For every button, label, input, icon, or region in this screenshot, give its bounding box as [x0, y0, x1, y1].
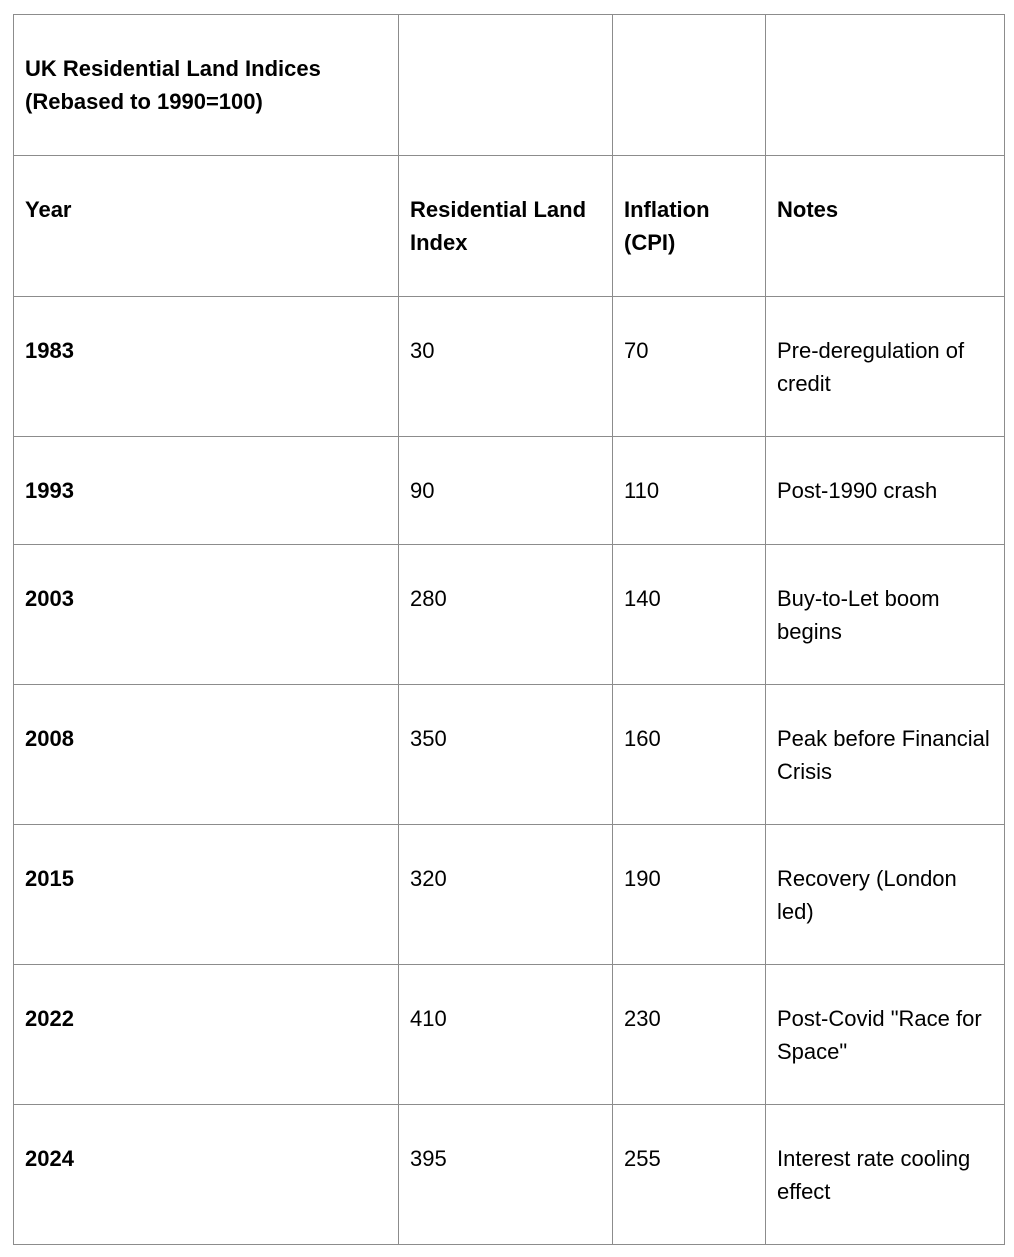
empty-cell [766, 15, 1005, 156]
inflation-cell: 255 [613, 1105, 766, 1245]
land-indices-table [13, 14, 1005, 1245]
table-row [14, 685, 1005, 825]
notes-cell: Buy-to-Let boom begins [766, 545, 1005, 685]
inflation-cell: 70 [613, 297, 766, 437]
header-land-index: Residential Land Index [399, 156, 613, 297]
empty-cell [613, 15, 766, 156]
year-cell: 1993 [14, 437, 399, 545]
notes-cell: Peak before Financial Crisis [766, 685, 1005, 825]
inflation-cell: 230 [613, 965, 766, 1105]
year-cell: 2015 [14, 825, 399, 965]
header-year: Year [14, 156, 399, 297]
table-title: UK Residential Land Indices (Rebased to 1990=100) [14, 15, 399, 156]
table-row [14, 297, 1005, 437]
notes-cell: Post-1990 crash [766, 437, 1005, 545]
notes-cell: Pre-deregulation of credit [766, 297, 1005, 437]
land-index-cell: 410 [399, 965, 613, 1105]
land-index-cell: 30 [399, 297, 613, 437]
land-index-cell: 350 [399, 685, 613, 825]
notes-cell: Post-Covid "Race for Space" [766, 965, 1005, 1105]
inflation-cell: 160 [613, 685, 766, 825]
header-inflation: Inflation (CPI) [613, 156, 766, 297]
header-notes: Notes [766, 156, 1005, 297]
land-index-cell: 90 [399, 437, 613, 545]
inflation-cell: 110 [613, 437, 766, 545]
land-index-cell: 280 [399, 545, 613, 685]
table-row [14, 825, 1005, 965]
inflation-cell: 140 [613, 545, 766, 685]
empty-cell [399, 15, 613, 156]
notes-cell: Recovery (London led) [766, 825, 1005, 965]
table-row [14, 437, 1005, 545]
year-cell: 2008 [14, 685, 399, 825]
table-row [14, 545, 1005, 685]
year-cell: 2024 [14, 1105, 399, 1245]
table-row [14, 1105, 1005, 1245]
inflation-cell: 190 [613, 825, 766, 965]
land-index-cell: 395 [399, 1105, 613, 1245]
notes-cell: Interest rate cooling effect [766, 1105, 1005, 1245]
year-cell: 1983 [14, 297, 399, 437]
title-row [14, 15, 1005, 156]
year-cell: 2003 [14, 545, 399, 685]
year-cell: 2022 [14, 965, 399, 1105]
table-row [14, 965, 1005, 1105]
land-index-cell: 320 [399, 825, 613, 965]
header-row [14, 156, 1005, 297]
